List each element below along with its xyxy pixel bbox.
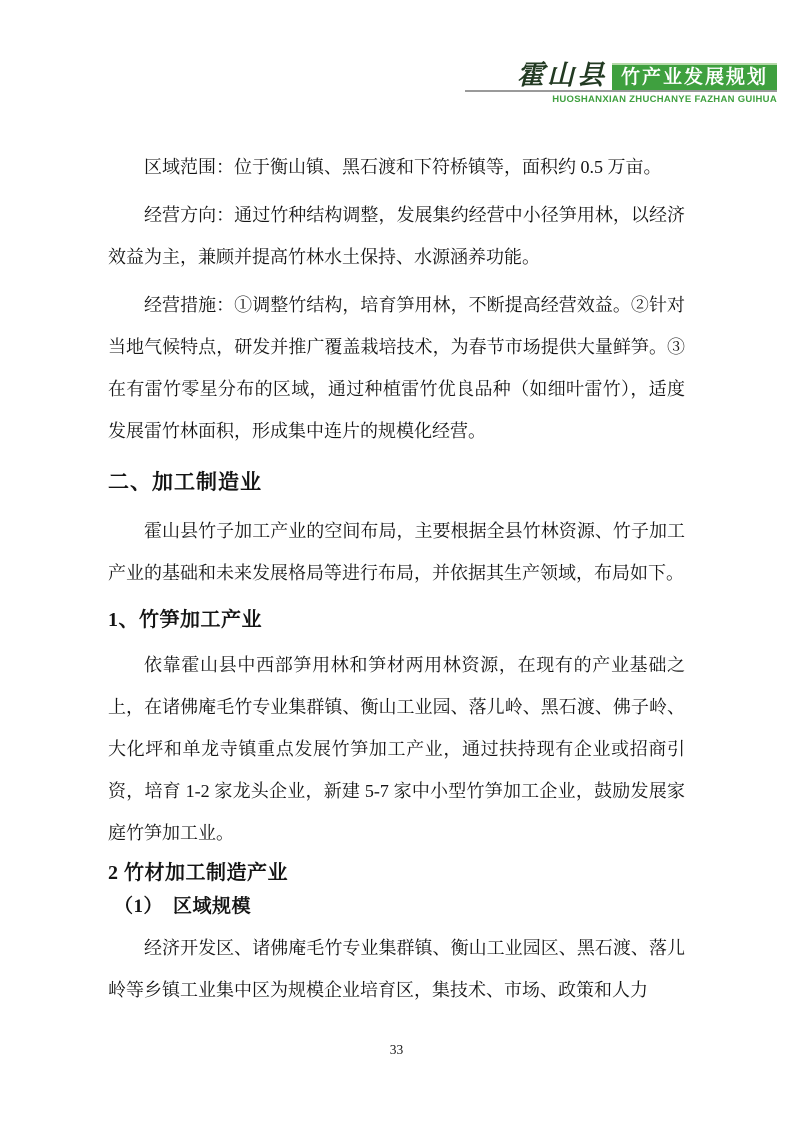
header-title-box: 竹产业发展规划 [612, 63, 777, 90]
page-header [465, 60, 777, 105]
header-divider [465, 90, 777, 92]
page-number: 33 [389, 1042, 404, 1057]
paragraph-regional-scale-detail: 经济开发区、诸佛庵毛竹专业集群镇、衡山工业园区、黑石渡、落儿岭等乡镇工业集中区为规模企业培育区，集技术、市场、政策和人力 [108, 938, 685, 1000]
paragraph-bamboo-shoot-processing-detail: 依靠霍山县中西部笋用林和笋材两用林资源，在现有的产业基础之上，在诸佛庵毛竹专业集群镇、衡山工业园、落儿岭、黑石渡、佛子岭、大化坪和单龙寺镇重点发展竹笋加工产业，通过扶持现有企业或招商引资，培育 1-2 家龙头企业，新建 5-7 家中小型竹笋加工企业，鼓励发展家庭竹笋加工业。 [108, 655, 685, 843]
heading-processing-manufacturing: 二、加工制造业 [108, 470, 262, 494]
heading-bamboo-shoot-processing-industry: 1、竹笋加工产业 [108, 609, 262, 631]
page-footer [0, 1042, 793, 1058]
header-subtitle-pinyin: HUOSHANXIAN ZHUCHANYE FAZHAN GUIHUA [552, 94, 777, 105]
header-county-name: 霍山县 [516, 60, 607, 90]
paragraph-management-direction: 经营方向：通过竹种结构调整，发展集约经营中小径笋用林，以经济效益为主，兼顾并提高竹林水土保持、水源涵养功能。 [108, 205, 685, 267]
header-title-row [465, 60, 777, 90]
heading-regional-scale: （1） 区域规模 [114, 896, 252, 917]
paragraph-region-scope: 区域范围：位于衡山镇、黑石渡和下符桥镇等，面积约 0.5 万亩。 [144, 157, 662, 177]
paragraph-spatial-layout-intro: 霍山县竹子加工产业的空间布局，主要根据全县竹林资源、竹子加工产业的基础和未来发展格局等进行布局，并依据其生产领域，布局如下。 [108, 521, 685, 583]
heading-bamboo-timber-processing-industry: 2 竹材加工制造产业 [108, 862, 288, 884]
paragraph-management-measures: 经营措施：①调整竹结构，培育笋用林，不断提高经营效益。②针对当地气候特点，研发并推广覆盖栽培技术，为春节市场提供大量鲜笋。③在有雷竹零星分布的区域，通过种植雷竹优良品种（如细叶雷竹），适度发展雷竹林面积，形成集中连片的规模化经营。 [108, 295, 685, 441]
document-body [108, 146, 685, 1017]
